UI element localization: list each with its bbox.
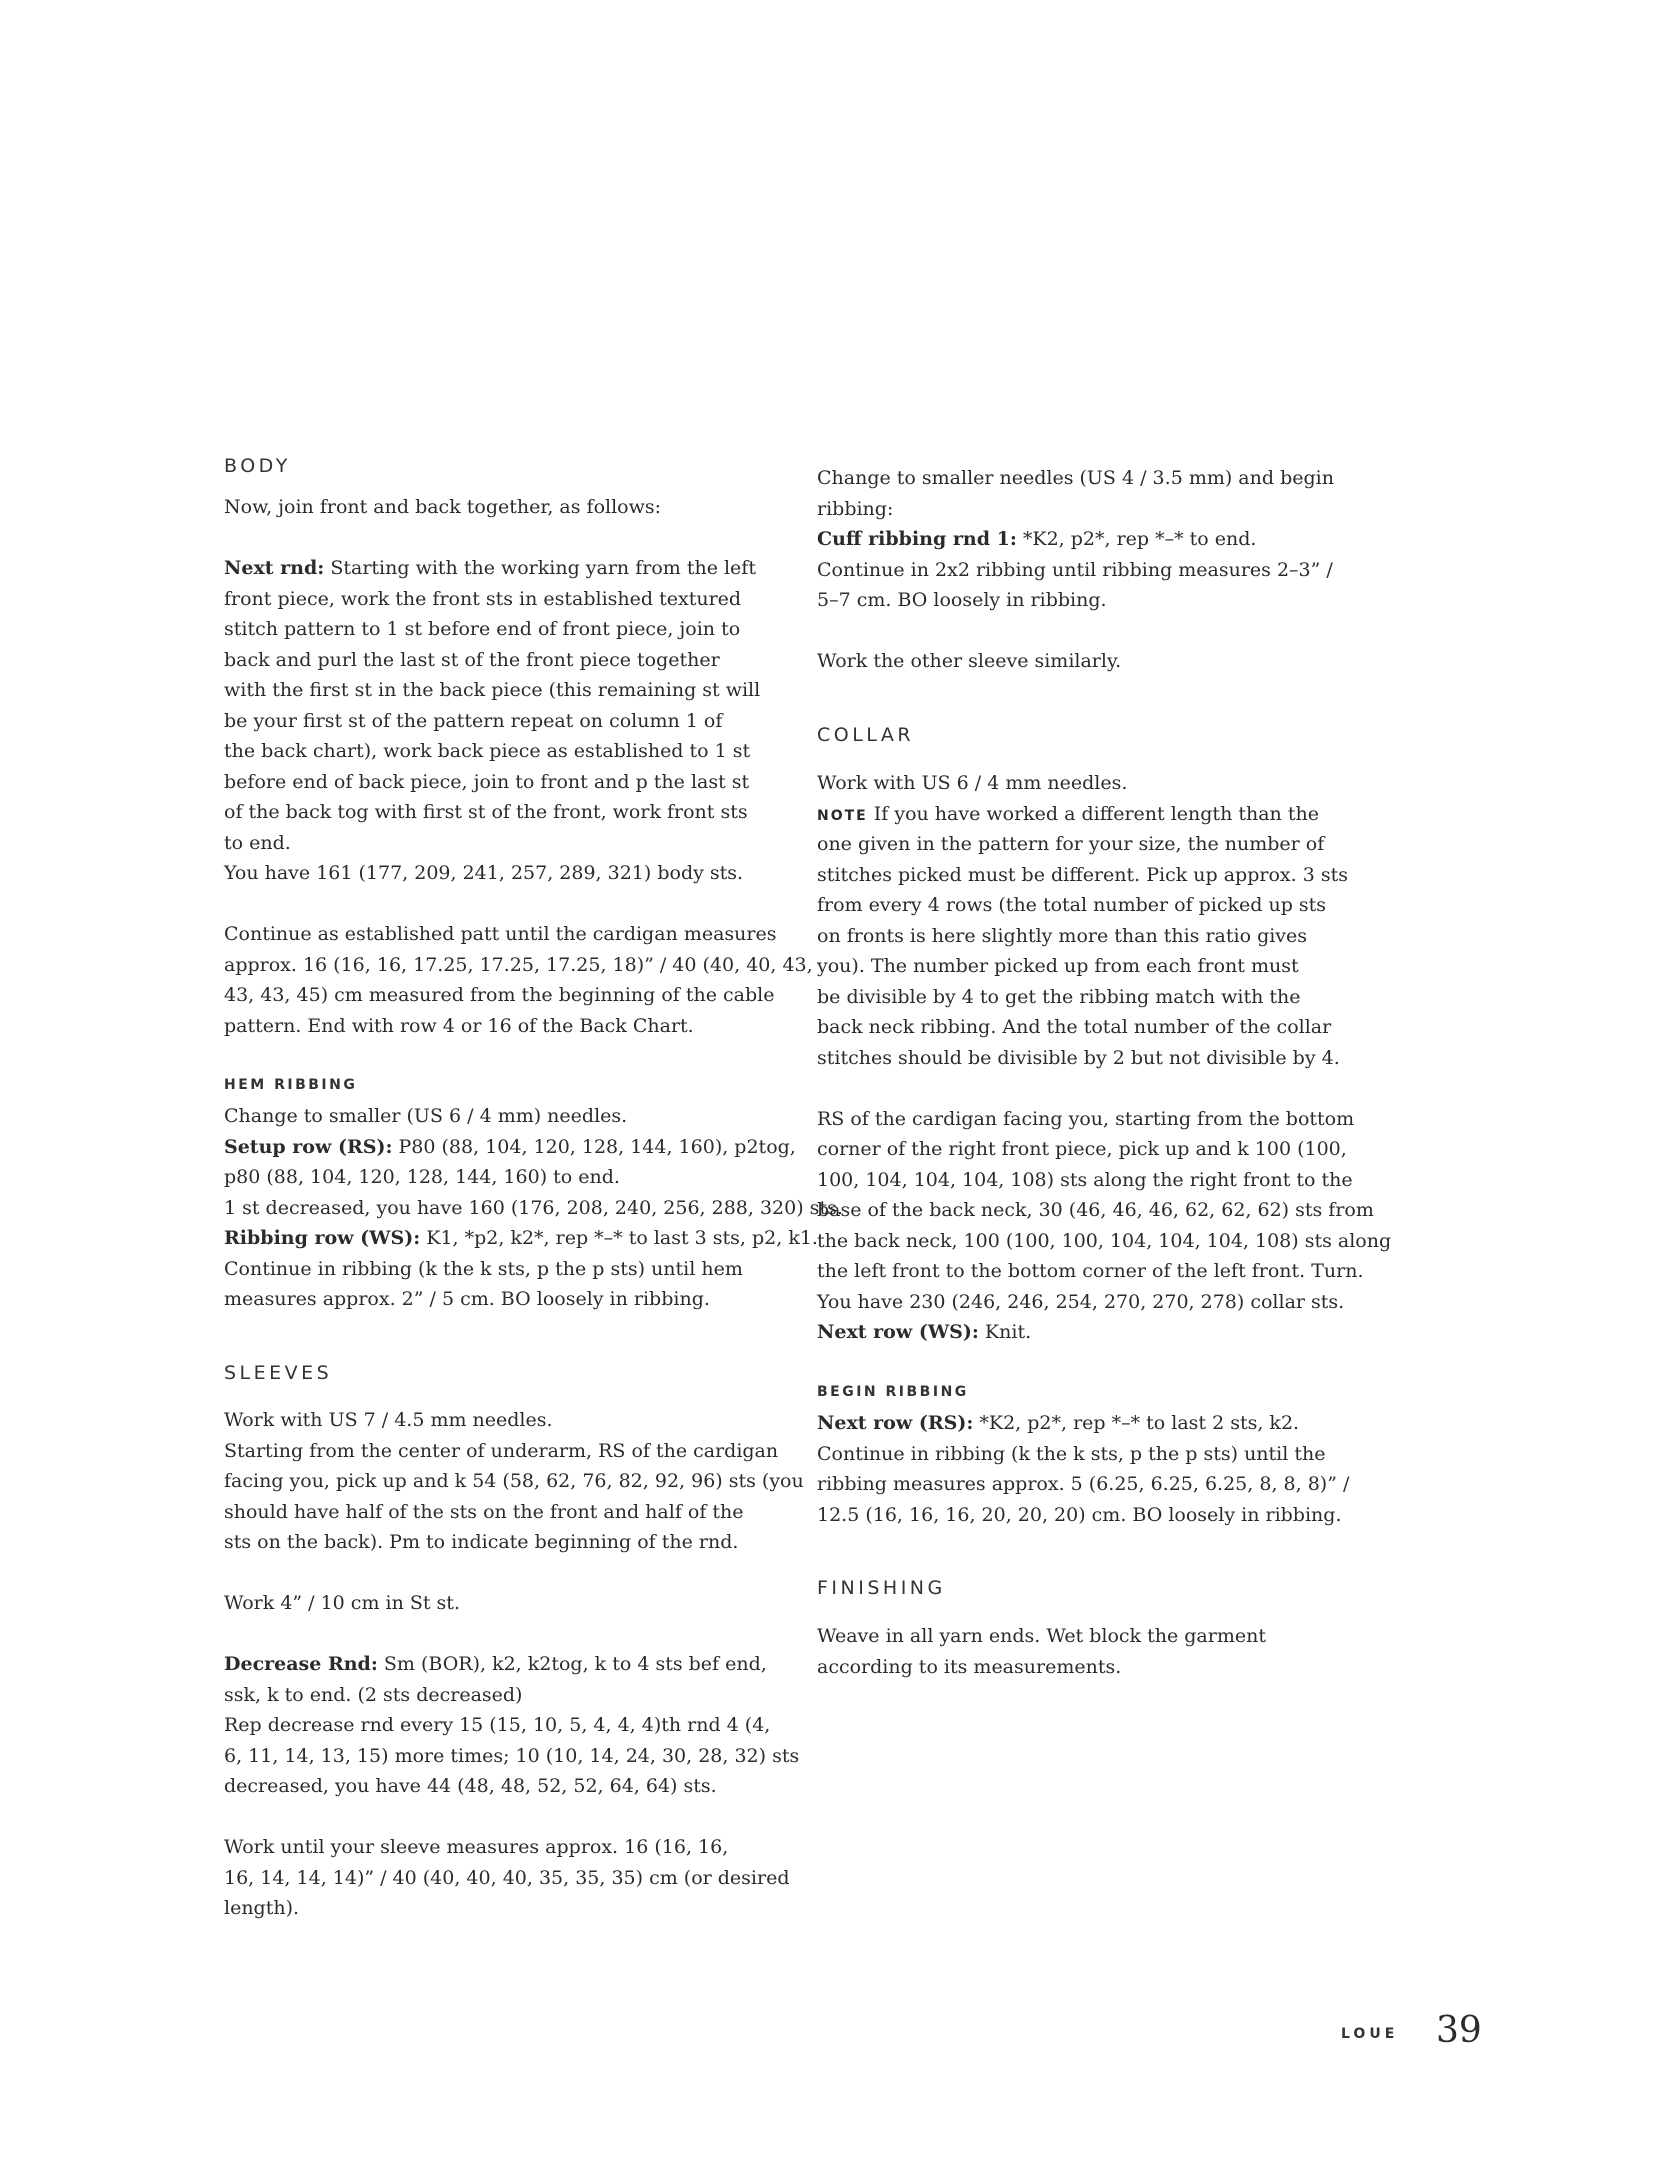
body-next-rnd-line: to end. (224, 831, 291, 854)
ribbing-row-label: Ribbing row (WS): (224, 1227, 421, 1249)
hem-ribbing-row: Ribbing row (WS): K1, *p2, k2*, rep *–* to last 3 sts, p2, k1. (224, 1227, 818, 1249)
finishing-line: according to its measurements. (817, 1655, 1122, 1678)
sleeves-decrease-line: decreased, you have 44 (48, 48, 52, 52, 64, 64) sts. (224, 1775, 717, 1797)
next-row-rs-label: Next row (RS): (817, 1412, 974, 1434)
collar-rs-line: base of the back neck, 30 (46, 46, 46, 62, 62, 62) sts from (817, 1199, 1374, 1221)
cuff-line: Change to smaller needles (US 4 / 3.5 mm) and begin (817, 467, 1334, 489)
sleeves-work-st: Work 4” / 10 cm in St st. (224, 1592, 460, 1614)
body-next-rnd-line: be your first st of the pattern repeat on column 1 of (224, 709, 723, 732)
footer-brand: LOUE (1341, 2026, 1399, 2042)
body-heading: BODY (224, 455, 291, 477)
cuff-ribbing-label: Cuff ribbing rnd 1: (817, 528, 1017, 550)
sleeves-decrease: Decrease Rnd: Sm (BOR), k2, k2tog, k to 4 sts bef end, (224, 1653, 767, 1675)
body-continue-line: Continue as established patt until the cardigan measures (224, 923, 777, 945)
body-next-rnd-line: with the first st in the back piece (this remaining st will (224, 679, 761, 701)
body-next-rnd-line: the back chart), work back piece as established to 1 st (224, 740, 751, 762)
collar-rs-line: corner of the right front piece, pick up and k 100 (100, (817, 1138, 1347, 1160)
cuff-ribbing: Cuff ribbing rnd 1: *K2, p2*, rep *–* to end. (817, 528, 1257, 550)
body-next-rnd-line: stitch pattern to 1 st before end of front piece, join to (224, 618, 741, 640)
collar-note: NOTE If you have worked a different length than the (817, 802, 1319, 825)
hem-setup-cont: p80 (88, 104, 120, 128, 144, 160) to end. (224, 1166, 620, 1188)
body-next-rnd-line: of the back tog with first st of the front, work front sts (224, 801, 748, 823)
sleeves-line: Starting from the center of underarm, RS of the cardigan (224, 1439, 779, 1462)
sleeves-until-line: Work until your sleeve measures approx. 16 (16, 16, (224, 1836, 729, 1858)
page-number: 39 (1436, 2010, 1482, 2051)
collar-note-line: stitches should be divisible by 2 but not divisible by 4. (817, 1046, 1340, 1069)
hem-continue-line: Continue in ribbing (k the k sts, p the p sts) until hem (224, 1257, 743, 1280)
hem-continue-line: measures approx. 2” / 5 cm. BO loosely in ribbing. (224, 1288, 710, 1310)
collar-rs-line: the back neck, 100 (100, 100, 104, 104, 104, 108) sts along (817, 1229, 1392, 1252)
collar-rs-line: You have 230 (246, 246, 254, 270, 270, 278) collar sts. (817, 1290, 1345, 1313)
collar-next-row: Next row (WS): Knit. (817, 1321, 1032, 1343)
sleeves-heading: SLEEVES (224, 1362, 333, 1384)
cuff-continue-line: Continue in 2x2 ribbing until ribbing measures 2–3” / (817, 558, 1333, 581)
sleeves-line: should have half of the sts on the front and half of the (224, 1500, 744, 1523)
decrease-rnd-label: Decrease Rnd: (224, 1653, 378, 1675)
begin-ribbing-line: ribbing measures approx. 5 (6.25, 6.25, 6.25, 8, 8, 8)” / (817, 1473, 1350, 1495)
cuff-other: Work the other sleeve similarly. (817, 650, 1122, 672)
sleeves-until-line: 16, 14, 14, 14)” / 40 (40, 40, 40, 35, 35, 35) cm (or desired (224, 1866, 790, 1889)
note-label: NOTE (817, 807, 868, 824)
body-continue-line: approx. 16 (16, 16, 17.25, 17.25, 17.25, 18)” / 40 (40, 40, 43, (224, 953, 813, 976)
hem-change: Change to smaller (US 6 / 4 mm) needles. (224, 1105, 628, 1127)
collar-rs-line: 100, 104, 104, 104, 108) sts along the right front to the (817, 1168, 1353, 1191)
hem-ribbing-heading: HEM RIBBING (224, 1077, 358, 1093)
sleeves-line: facing you, pick up and k 54 (58, 62, 76, 82, 92, 96) sts (you (224, 1470, 804, 1492)
collar-note-line: back neck ribbing. And the total number of the collar (817, 1016, 1332, 1038)
next-row-ws-label: Next row (WS): (817, 1321, 979, 1343)
body-next-rnd-line: front piece, work the front sts in established textured (224, 587, 742, 610)
collar-note-line: on fronts is here slightly more than this ratio gives (817, 924, 1308, 947)
collar-note-line: you). The number picked up from each front must (817, 955, 1299, 977)
sleeves-line: sts on the back). Pm to indicate beginning of the rnd. (224, 1531, 739, 1553)
hem-setup-row: Setup row (RS): P80 (88, 104, 120, 128, 144, 160), p2tog, (224, 1135, 796, 1158)
cuff-continue-line: 5–7 cm. BO loosely in ribbing. (817, 589, 1107, 611)
cuff-line: ribbing: (817, 497, 894, 520)
finishing-heading: FINISHING (817, 1577, 946, 1599)
body-next-rnd-line: before end of back piece, join to front and p the last st (224, 770, 750, 793)
hem-decreased: 1 st decreased, you have 160 (176, 208, 240, 256, 288, 320) sts. (224, 1196, 843, 1219)
sleeves-line: Work with US 7 / 4.5 mm needles. (224, 1409, 553, 1431)
begin-ribbing-line: Continue in ribbing (k the k sts, p the p sts) until the (817, 1442, 1326, 1465)
begin-ribbing-heading: BEGIN RIBBING (817, 1384, 969, 1400)
begin-ribbing-line: 12.5 (16, 16, 16, 20, 20, 20) cm. BO loosely in ribbing. (817, 1503, 1342, 1526)
next-rnd-label: Next rnd: (224, 557, 325, 579)
collar-note-line: from every 4 rows (the total number of picked up sts (817, 894, 1327, 916)
body-continue-line: pattern. End with row 4 or 16 of the Back Chart. (224, 1014, 694, 1037)
body-have-sts: You have 161 (177, 209, 241, 257, 289, 321) body sts. (224, 862, 744, 884)
collar-needles: Work with US 6 / 4 mm needles. (817, 772, 1128, 794)
setup-row-label: Setup row (RS): (224, 1135, 393, 1158)
body-continue-line: 43, 43, 45) cm measured from the beginning of the cable (224, 984, 775, 1006)
collar-rs-line: the left front to the bottom corner of the left front. Turn. (817, 1260, 1364, 1282)
collar-note-line: one given in the pattern for your size, the number of (817, 833, 1325, 855)
collar-heading: COLLAR (817, 724, 915, 746)
sleeves-until-line: length). (224, 1897, 300, 1919)
sleeves-decrease-line: Rep decrease rnd every 15 (15, 10, 5, 4, 4, 4)th rnd 4 (4, (224, 1714, 771, 1736)
collar-rs-line: RS of the cardigan facing you, starting from the bottom (817, 1107, 1355, 1130)
body-intro: Now, join front and back together, as follows: (224, 496, 662, 518)
collar-note-line: be divisible by 4 to get the ribbing match with the (817, 985, 1301, 1008)
finishing-line: Weave in all yarn ends. Wet block the garment (817, 1625, 1266, 1647)
collar-note-line: stitches picked must be different. Pick up approx. 3 sts (817, 863, 1348, 886)
body-next-rnd: Next rnd: Starting with the working yarn from the left (224, 557, 756, 579)
body-next-rnd-line: back and purl the last st of the front piece together (224, 648, 720, 671)
sleeves-decrease-line: 6, 11, 14, 13, 15) more times; 10 (10, 14, 24, 30, 28, 32) sts (224, 1744, 800, 1767)
begin-ribbing-next-row: Next row (RS): *K2, p2*, rep *–* to last 2 sts, k2. (817, 1412, 1300, 1434)
sleeves-decrease-line: ssk, k to end. (2 sts decreased) (224, 1683, 523, 1706)
